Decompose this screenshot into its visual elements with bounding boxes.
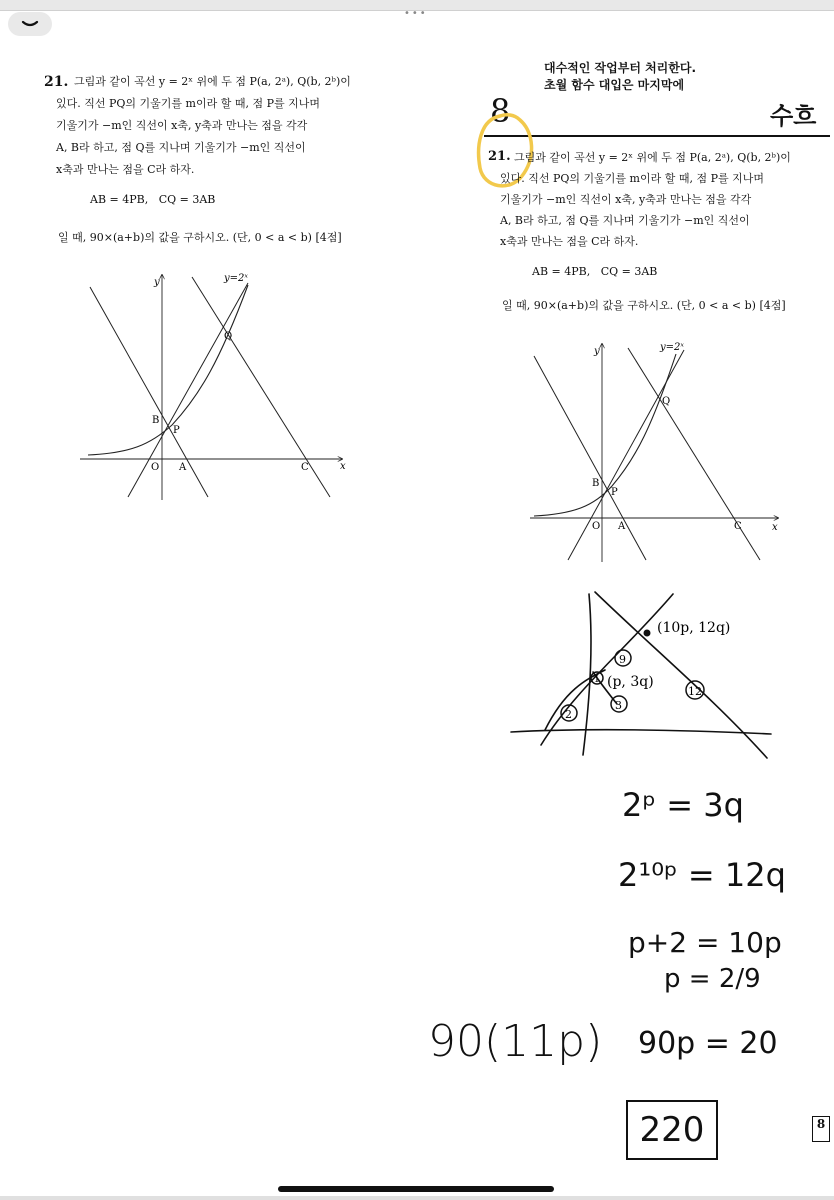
left-line-1: 그림과 같이 곡선 y = 2ˣ 위에 두 점 P(a, 2ᵃ), Q(b, 2ᵇ)이 (74, 75, 351, 88)
section-title: 수흐 (770, 102, 817, 130)
right-line-1: 그림과 같이 곡선 y = 2ˣ 위에 두 점 P(a, 2ᵃ), Q(b, 2ᵇ)이 (514, 151, 791, 164)
y-axis-label: y (594, 346, 600, 357)
step-3: p+2 = 10p (628, 926, 782, 959)
left-line-5: x축과 만나는 점을 C라 하자. (56, 163, 195, 176)
sketch-point-p: (p, 3q) (607, 674, 654, 690)
side-expression: 90(11p) (428, 1016, 603, 1067)
point-b-label: B (152, 415, 160, 426)
exp-curve (88, 285, 248, 455)
point-q-label: Q (662, 396, 671, 407)
left-line-3: 기울기가 −m인 직선이 x축, y축과 만나는 점을 각각 (56, 119, 308, 132)
right-condition: AB = 4PB, CQ = 3AB (532, 265, 658, 278)
menu-dots-icon[interactable]: ••• (404, 8, 428, 19)
sketch-point-q: (10p, 12q) (657, 620, 731, 636)
step-4: p = 2/9 (664, 964, 761, 994)
right-question: 일 때, 90×(a+b)의 값을 구하시오. (단, 0 < a < b) [4점] (502, 299, 786, 312)
left-line-4: A, B라 하고, 점 Q를 지나며 기울기가 −m인 직선이 (56, 141, 306, 154)
right-line-5: x축과 만나는 점을 C라 하자. (500, 235, 639, 248)
line-pq (568, 350, 684, 560)
page-number: 8 (812, 1116, 830, 1142)
point-c-label: C (301, 462, 309, 473)
left-line-2: 있다. 직선 PQ의 기울기를 m이라 할 때, 점 P를 지나며 (56, 97, 320, 110)
line-qc (192, 277, 330, 497)
note-line-1: 대수적인 작업부터 처리한다. (544, 61, 697, 75)
origin-label: O (592, 521, 601, 532)
sketch-num-12: 12 (688, 685, 702, 698)
right-graph (524, 336, 786, 566)
point-b-label: B (592, 478, 600, 489)
left-problem-number: 21. (44, 74, 69, 90)
step-2: 2¹⁰ᵖ = 12q (618, 856, 786, 894)
right-line-4: A, B라 하고, 점 Q를 지나며 기울기가 −m인 직선이 (500, 214, 750, 227)
x-axis-label: x (772, 522, 778, 533)
collapse-button[interactable] (8, 12, 52, 36)
final-answer-box (626, 1100, 718, 1160)
left-condition: AB = 4PB, CQ = 3AB (90, 193, 216, 206)
y-axis-label: y (154, 277, 160, 288)
right-line-2: 있다. 직선 PQ의 기울기를 m이라 할 때, 점 P를 지나며 (500, 172, 764, 185)
line-pq (128, 283, 248, 497)
right-line-3: 기울기가 −m인 직선이 x축, y축과 만나는 점을 각각 (500, 193, 752, 206)
final-answer: 220 (639, 1110, 705, 1150)
point-a-label: A (179, 462, 187, 473)
step-5: 90p = 20 (638, 1026, 778, 1061)
chevron-down-icon (20, 19, 40, 29)
point-c-label: C (734, 521, 742, 532)
step-1: 2ᵖ = 3q (622, 786, 744, 824)
sketch-num-2: 2 (565, 708, 572, 721)
point-q-label: Q (224, 331, 233, 342)
handwritten-sketch (505, 580, 785, 760)
bottom-bar (0, 1196, 834, 1200)
home-indicator[interactable] (278, 1186, 554, 1192)
line-ab (90, 287, 208, 497)
section-number: 8 (490, 92, 511, 130)
exp-curve (534, 354, 676, 516)
right-problem-number: 21. (488, 149, 511, 164)
point-p-label: P (611, 487, 618, 498)
sketch-num-9: 9 (619, 653, 626, 666)
curve-label: y=2ˣ (660, 342, 684, 353)
point-p-label: P (173, 425, 180, 436)
sketch-num-3: 3 (615, 699, 622, 712)
point-a-label: A (618, 521, 626, 532)
left-graph (80, 265, 360, 505)
curve-label: y=2ˣ (224, 273, 248, 284)
x-axis-label: x (340, 461, 346, 472)
sketch-num-1: 1 (594, 675, 600, 685)
left-question: 일 때, 90×(a+b)의 값을 구하시오. (단, 0 < a < b) [4점] (58, 231, 342, 244)
note-line-2: 초월 함수 대입은 마지막에 (544, 78, 685, 92)
origin-label: O (151, 462, 160, 473)
line-ab (534, 356, 646, 560)
